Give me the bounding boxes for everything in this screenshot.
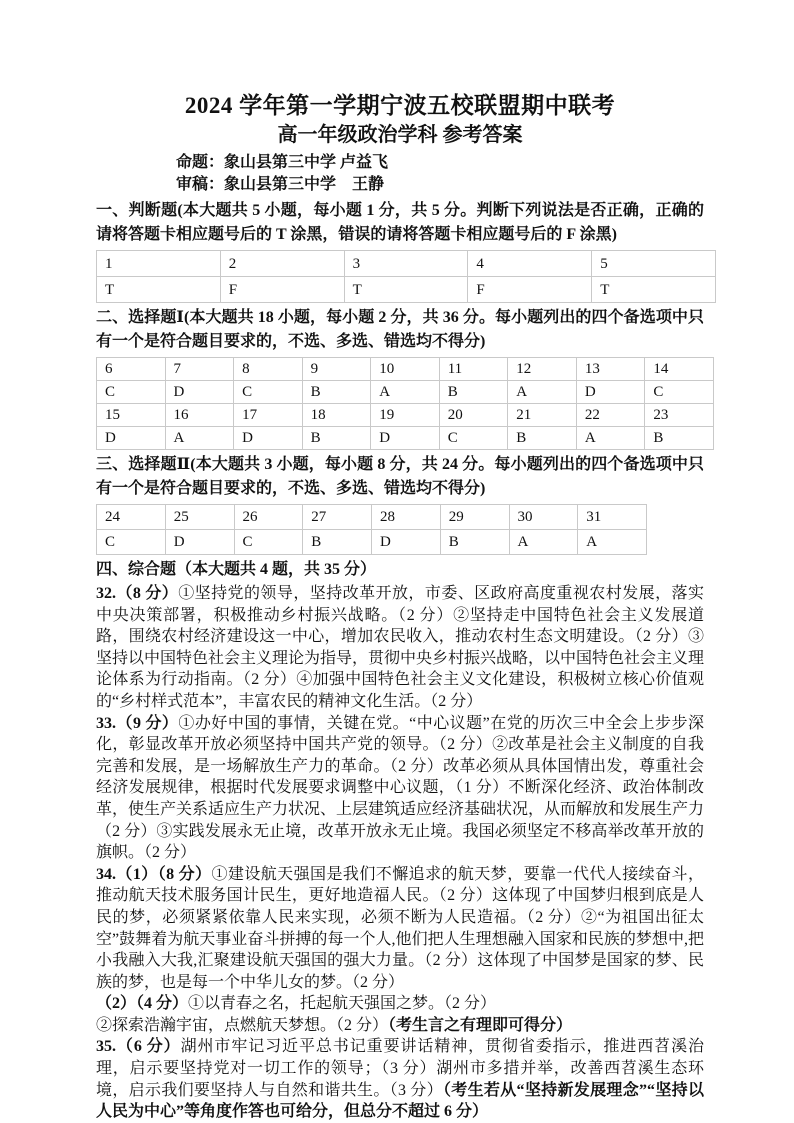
table-cell: A <box>508 381 577 404</box>
table-cell: D <box>234 427 303 450</box>
table-cell: C <box>97 381 166 404</box>
answer-32-text: ①坚持党的领导，坚持改革开放，市委、区政府高度重视农村发展，落实中央决策部署，积极推动乡村振兴战略。（2 分）②坚持走中国特色社会主义发展道路，围绕农村经济建设这一中心，增加农民收入，推动农村生态文明建设。（2 分）③坚持以中国特色社会主义理论为指导，贯彻中央乡村振兴战略，以中国特色社会主义理论体系为行动指南。（2 分）④加强中国特色社会主义文化建设，积极树立核心价值观的“乡村样式范本”，丰富农民的精神文化生活。（2 分） <box>96 585 705 710</box>
choice1-answers-table <box>96 357 714 450</box>
answer-33-label: 33.（9 分） <box>96 714 179 732</box>
table-cell: C <box>97 530 166 555</box>
answer-34-part2-line2 <box>96 1015 704 1037</box>
table-cell: B <box>645 427 714 450</box>
table-cell: 4 <box>468 251 592 277</box>
table-row <box>97 505 647 530</box>
table-cell: 7 <box>165 358 234 381</box>
table-cell: 9 <box>302 358 371 381</box>
answer-32 <box>96 583 704 713</box>
table-cell: 3 <box>344 251 468 277</box>
table-cell: A <box>165 427 234 450</box>
table-cell: 17 <box>234 404 303 427</box>
proposer-line: 命题：象山县第三中学 卢益飞 <box>176 154 389 171</box>
table-cell: 23 <box>645 404 714 427</box>
table-cell: D <box>576 381 645 404</box>
table-cell: 26 <box>234 505 303 530</box>
answer-35 <box>96 1036 704 1122</box>
table-cell: D <box>372 530 441 555</box>
table-cell: 2 <box>220 251 344 277</box>
table-cell: C <box>234 530 303 555</box>
table-cell: T <box>97 277 221 303</box>
section3-heading: 三、选择题Ⅱ(本大题共 3 小题，每小题 8 分，共 24 分。每小题列出的四个备选项中只有一个是符合题目要求的，不选、多选、错选均不得分) <box>96 456 704 497</box>
table-cell: 30 <box>509 505 578 530</box>
table-cell: T <box>344 277 468 303</box>
table-cell: 10 <box>371 358 440 381</box>
answer-35-note: （考生若从“坚持新发展理念”“坚持以人民为中心”等角度作答也可给分，但总分不超过 6 分） <box>96 1081 704 1121</box>
table-cell: 8 <box>234 358 303 381</box>
answer-34-part2-text: ①以青春之名，托起航天强国之梦。（2 分） <box>188 995 497 1013</box>
table-cell: F <box>220 277 344 303</box>
table-cell: 12 <box>508 358 577 381</box>
table-cell: D <box>97 427 166 450</box>
section1-heading: 一、判断题(本大题共 5 小题，每小题 1 分，共 5 分。判断下列说法是否正确，正确的请将答题卡相应题号后的 T 涂黑，错误的请将答题卡相应题号后的 F 涂黑) <box>96 202 704 243</box>
table-row <box>97 427 714 450</box>
answer-32-label: 32.（8 分） <box>96 585 179 602</box>
table-cell: 16 <box>165 404 234 427</box>
table-cell: B <box>439 381 508 404</box>
judgement-answers-table <box>96 250 716 303</box>
page-title: 2024 学年第一学期宁波五校联盟期中联考 <box>184 93 616 118</box>
choice2-answers-table <box>96 504 647 555</box>
table-cell: D <box>165 381 234 404</box>
table-cell: T <box>592 277 716 303</box>
table-cell: B <box>508 427 577 450</box>
table-cell: B <box>440 530 509 555</box>
table-cell: C <box>439 427 508 450</box>
page-subtitle: 高一年级政治学科 参考答案 <box>277 124 523 146</box>
answer-33-text: ①办好中国的事情，关键在党。“中心议题”在党的历次三中全会上步步深化，彰显改革开放必须坚持中国共产党的领导。（2 分）②改革是社会主义制度的自我完善和发展，是一场解放生产力的革命。（2 分）改革必须从具体国情出发，尊重社会经济发展规律，根据时代发展要求调整中心议题，（1 分）不断深化经济、政治体制改革，使生产关系适应生产力状况、上层建筑适应经济基础状况，从而解放和发展生产力（2 分）③实践发展永无止境，改革开放永无止境。我国必须坚定不移高举改革开放的旗帜。（2 分） <box>96 714 705 862</box>
answer-34-part2-line1 <box>96 993 704 1015</box>
table-row <box>97 358 714 381</box>
table-cell: F <box>468 277 592 303</box>
table-cell: 11 <box>439 358 508 381</box>
table-cell: 21 <box>508 404 577 427</box>
table-cell: A <box>509 530 578 555</box>
table-cell: 29 <box>440 505 509 530</box>
answer-34-part2b-text: ②探索浩瀚宇宙，点燃航天梦想。（2 分） <box>96 1016 389 1034</box>
answer-34-part2b-note: （考生言之有理即可得分） <box>388 1016 573 1034</box>
table-cell: B <box>302 381 371 404</box>
table-row <box>97 277 716 303</box>
table-cell: D <box>371 427 440 450</box>
table-row <box>97 381 714 404</box>
section4-heading: 四、综合题（本大题共 4 题，共 35 分） <box>96 561 377 578</box>
table-cell: 6 <box>97 358 166 381</box>
table-cell: 13 <box>576 358 645 381</box>
table-cell: 14 <box>645 358 714 381</box>
table-cell: A <box>576 427 645 450</box>
table-cell: 15 <box>97 404 166 427</box>
table-cell: 20 <box>439 404 508 427</box>
table-cell: 24 <box>97 505 166 530</box>
answer-34-part1 <box>96 864 704 994</box>
table-cell: 5 <box>592 251 716 277</box>
table-cell: 28 <box>372 505 441 530</box>
reviewer-line: 审稿：象山县第三中学 王静 <box>176 176 385 193</box>
answer-35-text: 湖州市牢记习近平总书记重要讲话精神，贯彻省委指示，推进西苕溪治理，启示要坚持党对一切工作的领导；（3 分）湖州市多措并举，改善西苕溪生态环境，启示我们要坚持人与自然和谐共生。（3 分） <box>96 1038 704 1099</box>
answer-34-part2-label: （2）（4 分） <box>96 995 189 1013</box>
table-cell: 25 <box>165 505 234 530</box>
table-cell: C <box>234 381 303 404</box>
table-cell: A <box>371 381 440 404</box>
table-row <box>97 251 716 277</box>
answer-34-part1-text: ①建设航天强国是我们不懈追求的航天梦，要靠一代代人接续奋斗，推动航天技术服务国计民生，更好地造福人民。（2 分）这体现了中国梦归根到底是人民的梦，必须紧紧依靠人民来实现，必须不断为人民造福。（2 分）②“为祖国出征太空”鼓舞着为航天事业奋斗拼搏的每一个人,他们把人生理想融入国家和民族的梦想中,把小我融入大我,汇聚建设航天强国的强大力量。（2 分）这体现了中国梦是国家的梦、民族的梦，也是每一个中华儿女的梦。（2 分） <box>96 865 704 991</box>
table-cell: 27 <box>303 505 372 530</box>
table-cell: 31 <box>578 505 647 530</box>
table-row <box>97 404 714 427</box>
table-cell: D <box>165 530 234 555</box>
table-cell: C <box>645 381 714 404</box>
table-cell: 22 <box>576 404 645 427</box>
table-cell: B <box>303 530 372 555</box>
table-cell: 1 <box>97 251 221 277</box>
table-cell: 18 <box>302 404 371 427</box>
answer-35-label: 35.（6 分） <box>96 1038 181 1056</box>
table-cell: B <box>302 427 371 450</box>
answer-34-part1-label: 34.（1）（8 分） <box>96 865 212 883</box>
answer-33 <box>96 713 704 864</box>
section2-heading: 二、选择题Ⅰ(本大题共 18 小题，每小题 2 分，共 36 分。每小题列出的四个备选项中只有一个是符合题目要求的，不选、多选、错选均不得分) <box>96 309 704 350</box>
table-cell: 19 <box>371 404 440 427</box>
table-row <box>97 530 647 555</box>
table-cell: A <box>578 530 647 555</box>
